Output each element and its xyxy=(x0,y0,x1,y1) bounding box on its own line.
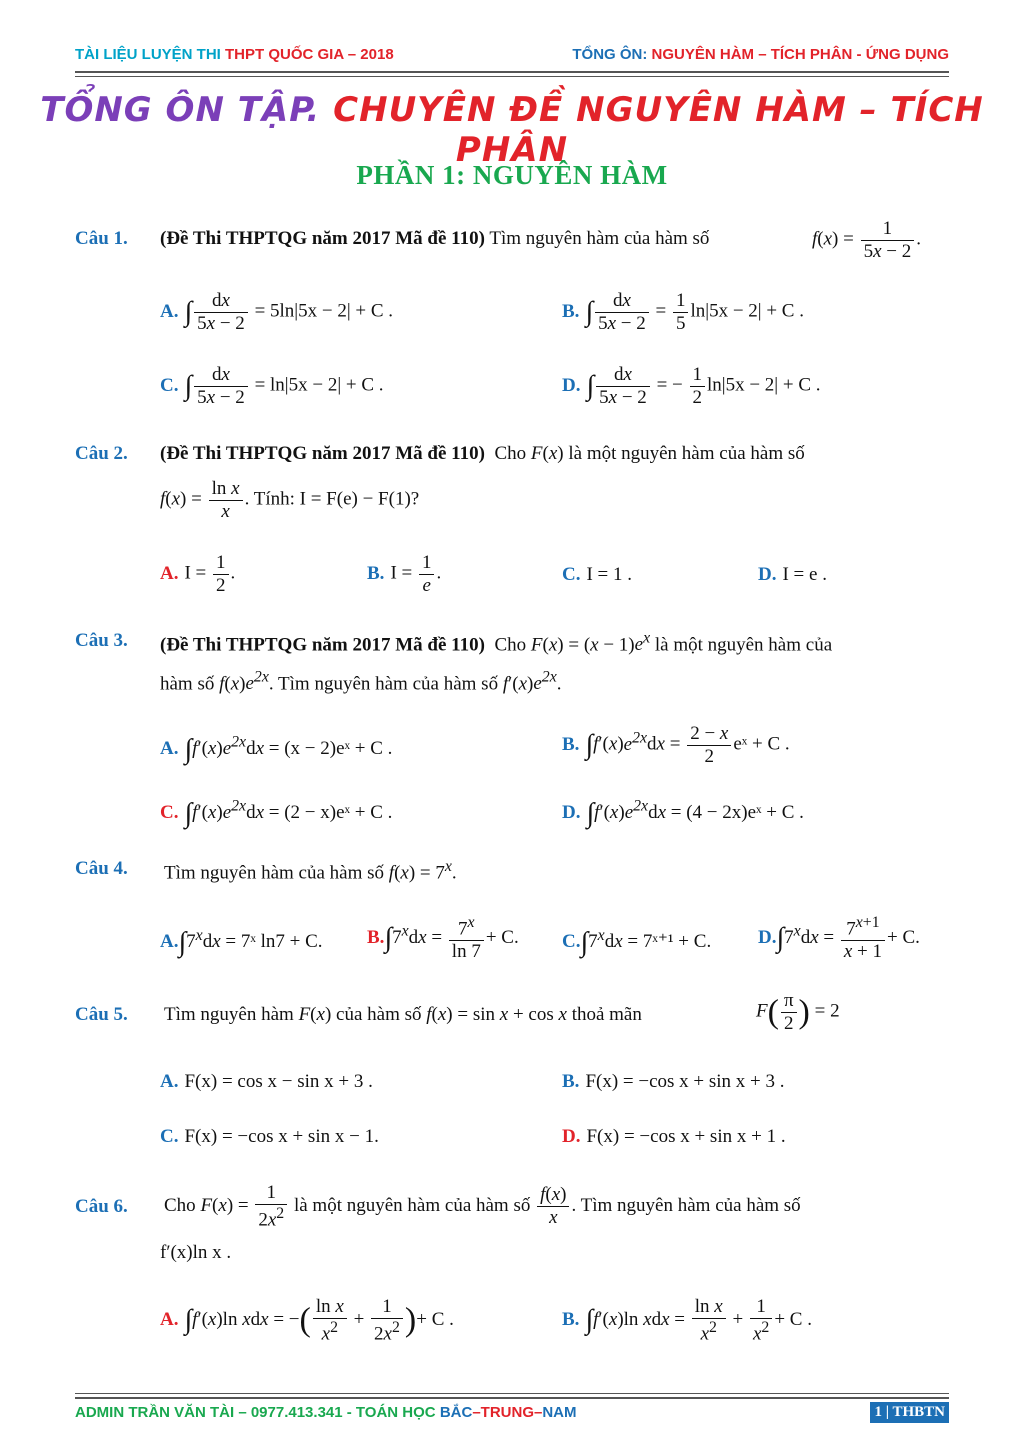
page-number-badge: 1 | THBTN xyxy=(870,1402,949,1423)
option-c[interactable]: C. I = 1 . xyxy=(562,564,633,585)
header-left: TÀI LIỆU LUYỆN THI THPT QUỐC GIA – 2018 xyxy=(75,46,394,63)
option-b[interactable]: B. ∫ $\frac{dx}{5x - 2}$ = $\frac{1}{5}$ ln|5x − 2| + C . xyxy=(562,290,804,334)
question-number: Câu 4. xyxy=(75,858,128,879)
option-c[interactable]: C. F(x) = −cos x + sin x − 1. xyxy=(160,1126,379,1147)
header-divider xyxy=(75,71,949,73)
question-number: Câu 3. xyxy=(75,630,128,651)
option-a[interactable]: A. ∫f′(x)ln xdx = −( $\frac{\text{ln x}}{x^2}$ + $\frac{1}{2x^2}$ )+ C . xyxy=(160,1296,454,1345)
document-title: TỔNG ÔN TẬP. CHUYÊN ĐỀ NGUYÊN HÀM – TÍCH PHÂN xyxy=(40,90,984,170)
option-d[interactable]: D. $\int f'(x)e^{2x}dx = (4$ − 2x)eˣ + C . xyxy=(562,797,804,829)
question-number: Câu 5. xyxy=(75,1004,128,1025)
question-number: Câu 1. xyxy=(75,228,128,249)
option-d[interactable]: D. ∫ $\frac{dx}{5x - 2}$ = − $\frac{1}{2}$ ln|5x − 2| + C . xyxy=(562,364,821,408)
question-number: Câu 6. xyxy=(75,1196,128,1217)
option-c[interactable]: C.∫7$^x$dx = 7ˣ⁺¹ + C. xyxy=(562,926,712,958)
option-d[interactable]: $D.\int 7^xdx$ = $\frac{7^{x+1}}{x + 1}$ + C. xyxy=(758,914,920,963)
option-a[interactable]: A. $\int f'(x)e^{2x}dx = (x$ − 2)eˣ + C . xyxy=(160,733,393,765)
page-header xyxy=(75,46,949,70)
option-a[interactable]: A. ∫ $\frac{dx}{5x - 2}$ = 5ln|5x − 2| + C . xyxy=(160,290,394,334)
option-d[interactable]: D. F(x) = −cos x + sin x + 1 . xyxy=(562,1126,786,1147)
question-number: Câu 2. xyxy=(75,443,128,464)
header-right: TỔNG ÔN: NGUYÊN HÀM – TÍCH PHÂN - ỨNG DỤNG xyxy=(572,46,949,63)
header-divider-thin xyxy=(75,76,949,77)
footer-divider xyxy=(75,1397,949,1399)
option-b[interactable]: B. $\int f'(x)e^{2x}dx$ = $\frac{2 - x}{2}$ eˣ + C . xyxy=(562,723,790,767)
option-b[interactable]: B. ∫f′(x)ln xdx = $\frac{\text{ln x}}{x^2}$ + $\frac{1}{x^2}$ + C . xyxy=(562,1296,812,1345)
option-a[interactable]: A. I = $\frac{1}{2}$ . xyxy=(160,552,236,596)
option-d[interactable]: D. I = e . xyxy=(758,564,827,585)
option-b[interactable]: $B.\int 7^xdx$ = $\frac{7^x}{\ln 7}$ + C. xyxy=(367,914,519,963)
option-b[interactable]: B. I = $\frac{1}{e}$ . xyxy=(367,552,442,596)
option-c[interactable]: C. ∫ $\frac{dx}{5x - 2}$ = ln|5x − 2| + C . xyxy=(160,364,384,408)
footer-text: ADMIN TRẦN VĂN TÀI – 0977.413.341 - TOÁN HỌC BẮC–TRUNG–NAM xyxy=(75,1404,577,1421)
footer-divider-thin xyxy=(75,1393,949,1394)
option-c[interactable]: C. $\int f'(x)e^{2x}dx = (2$ − x)eˣ + C . xyxy=(160,797,393,829)
question-1-formula: f(x) = $\frac{1}{5x - 2}$ . xyxy=(812,218,921,262)
option-a[interactable]: A. F(x) = cos x − sin x + 3 . xyxy=(160,1071,373,1092)
section-heading: PHẦN 1: NGUYÊN HÀM xyxy=(356,160,668,190)
option-a[interactable]: A.∫7$^x$dx = 7ˣ ln7 + C. xyxy=(160,926,323,958)
question-5-condition: F( $\frac{\pi}{2}$ ) = 2 xyxy=(756,990,840,1034)
option-b[interactable]: B. F(x) = −cos x + sin x + 3 . xyxy=(562,1071,785,1092)
